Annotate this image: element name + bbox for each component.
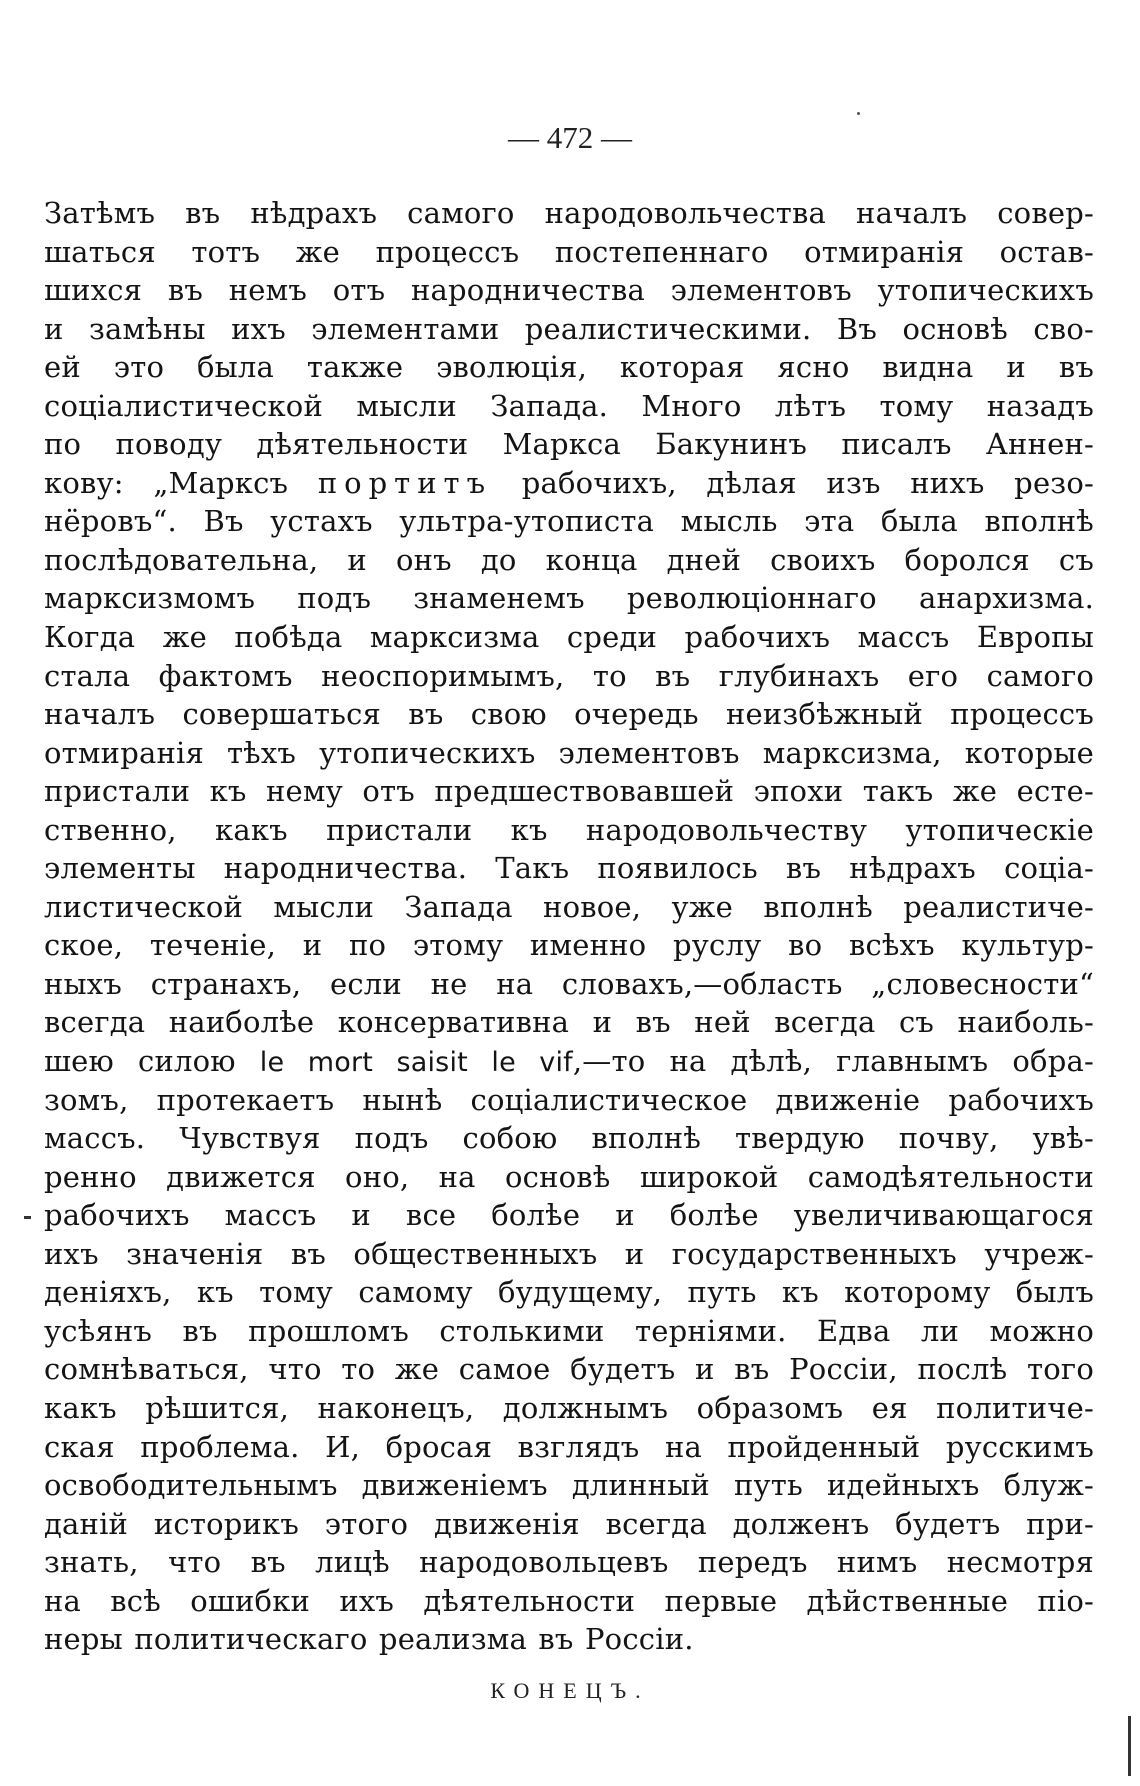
text-line: освободительнымъ движеніемъ длинный путь идейныхъ блуж-: [44, 1468, 1094, 1503]
text-line: шихся въ немъ отъ народничества элементовъ утопическихъ: [44, 273, 1094, 308]
text-line: марксизмомъ подъ знаменемъ революціоннаго анархизма.: [44, 581, 1094, 616]
text-line-emphasis: [44, 464, 1094, 503]
spaced-emphasis: портитъ: [317, 465, 493, 500]
page-edge-mark: [1128, 1716, 1131, 1776]
text-line-last: неры политическаго реализма въ Россіи.: [44, 1622, 694, 1657]
text-line: всегда наиболѣе консервативна и въ ней всегда съ наиболь-: [44, 1005, 1094, 1040]
text-line: послѣдовательна, и онъ до конца дней своихъ боролся съ: [44, 542, 1094, 577]
text-line: зомъ, протекаетъ нынѣ соціалистическое движеніе рабочихъ: [44, 1082, 1094, 1117]
text-line: ственно, какъ пристали къ народовольчеству утопическіе: [44, 812, 1094, 847]
text-line: даній историкъ этого движенія всегда долженъ будетъ при-: [44, 1506, 1094, 1541]
text-line: массъ. Чувствуя подъ собою вполнѣ твердую почву, увѣ-: [44, 1121, 1094, 1156]
line-segment: кову: „Марксъ: [44, 465, 318, 500]
text-line: знать, что въ лицѣ народовольцевъ передъ нимъ несмотря: [44, 1545, 1094, 1580]
text-line: пристали къ нему отъ предшествовавшей эпохи такъ же есте-: [44, 774, 1094, 809]
text-line: ренно движется оно, на основѣ широкой самодѣятельности: [44, 1159, 1094, 1194]
text-line: ское, теченіе, и по этому именно руслу во всѣхъ культур-: [44, 928, 1094, 963]
margin-dash-mark: [24, 1216, 31, 1219]
text-line: ская проблема. И, бросая взглядъ на пройденный русскимъ: [44, 1429, 1094, 1464]
text-line: отмиранія тѣхъ утопическихъ элементовъ марксизма, которые: [44, 735, 1094, 770]
text-line: Когда же побѣда марксизма среди рабочихъ массъ Европы: [44, 620, 1094, 655]
speck-mark: [857, 112, 860, 115]
text-line: листической мысли Запада новое, уже вполнѣ реалистиче-: [44, 889, 1094, 924]
line-segment: рабочихъ, дѣлая изъ нихъ резо-: [492, 465, 1094, 500]
text-line: рабочихъ массъ и все болѣе и болѣе увеличивающагося: [44, 1198, 1094, 1233]
text-line: сомнѣваться, что то же самое будетъ и въ Россіи, послѣ того: [44, 1352, 1094, 1387]
text-line: Затѣмъ въ нѣдрахъ самого народовольчества началъ совер-: [44, 196, 1094, 230]
text-line: на всѣ ошибки ихъ дѣятельности первые дѣйственные піо-: [44, 1583, 1094, 1618]
text-line-latin: [44, 1042, 1094, 1081]
text-line: ихъ значенія въ общественныхъ и государственныхъ учреж-: [44, 1236, 1094, 1271]
text-line: соціалистической мысли Запада. Много лѣтъ тому назадъ: [44, 388, 1094, 423]
text-line: элементы народничества. Такъ появилось въ нѣдрахъ соціа-: [44, 851, 1094, 886]
text-line: ей это была также эволюція, которая ясно видна и въ: [44, 350, 1094, 385]
latin-phrase: le mort saisit le vif: [259, 1047, 573, 1079]
text-line: ныхъ странахъ, если не на словахъ,—область „словесности“: [44, 966, 1094, 1001]
text-line: нёровъ“. Въ устахъ ультра-утописта мысль эта была вполнѣ: [44, 504, 1094, 539]
text-line: деніяхъ, къ тому самому будущему, путь къ которому былъ: [44, 1275, 1094, 1310]
line-segment: ,—то на дѣлѣ, главнымъ обра-: [572, 1044, 1094, 1079]
text-line: стала фактомъ неоспоримымъ, то въ глубинахъ его самого: [44, 658, 1094, 693]
text-line: началъ совершаться въ свою очередь неизбѣжный процессъ: [44, 697, 1094, 732]
text-line: шаться тотъ же процессъ постепеннаго отмиранія остав-: [44, 234, 1094, 269]
end-marker: КОНЕЦЪ.: [490, 1678, 650, 1703]
body-text: [44, 194, 1094, 1659]
line-segment: шею силою: [44, 1044, 260, 1079]
text-line: по поводу дѣятельности Маркса Бакунинъ писалъ Аннен-: [44, 427, 1094, 462]
text-line: усѣянъ въ прошломъ столькими терніями. Едва ли можно: [44, 1313, 1094, 1348]
page-number: — 472 —: [508, 120, 632, 155]
text-line: какъ рѣшится, наконецъ, должнымъ образомъ ея политиче-: [44, 1390, 1094, 1425]
text-line: и замѣны ихъ элементами реалистическими. Въ основѣ сво-: [44, 311, 1094, 346]
